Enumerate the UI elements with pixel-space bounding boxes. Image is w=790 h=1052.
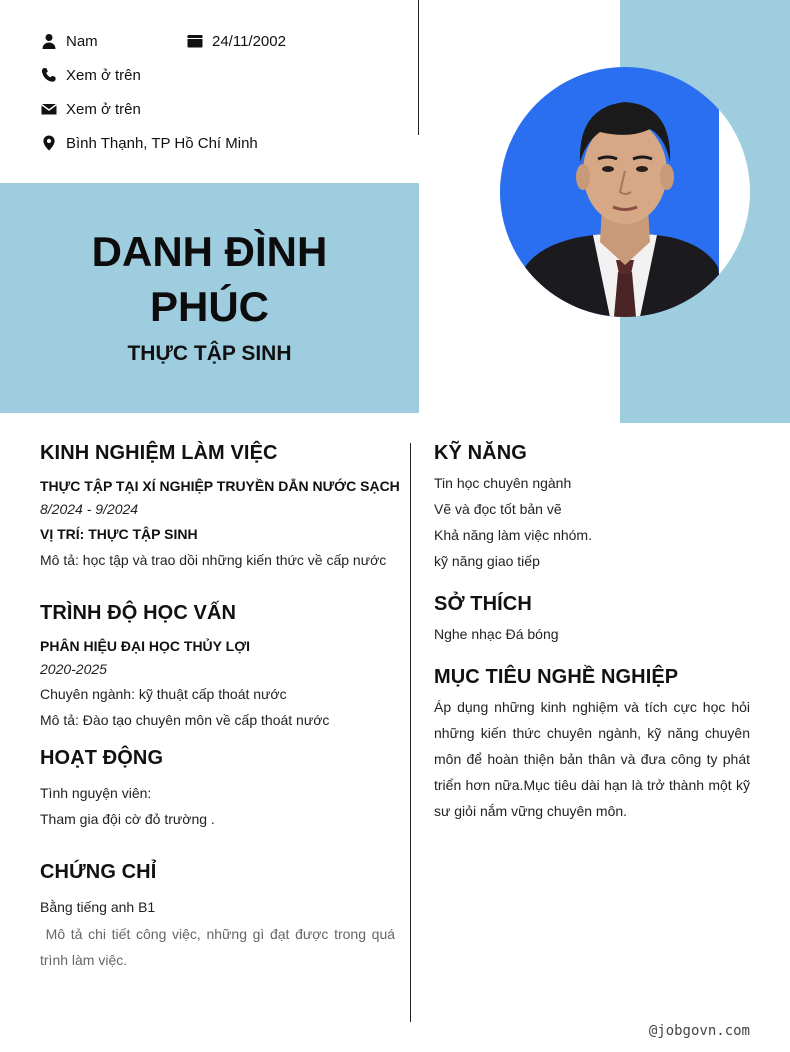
activities-line2: Tham gia đội cờ đỏ trường . <box>40 811 215 827</box>
hobbies-heading: SỞ THÍCH <box>434 593 532 615</box>
hobbies-text: Nghe nhạc Đá bóng <box>434 626 559 642</box>
address-row <box>40 134 258 152</box>
certificate-item: Bằng tiếng anh B1 <box>40 899 156 915</box>
portrait-illustration <box>500 67 750 317</box>
experience-heading: KINH NGHIỆM LÀM VIỆC <box>40 442 278 464</box>
phone-icon <box>40 66 58 84</box>
birthdate-text: 24/11/2002 <box>212 32 286 50</box>
education-school: PHÂN HIỆU ĐẠI HỌC THỦY LỢI <box>40 638 251 654</box>
calendar-icon <box>186 32 204 50</box>
activities-line1: Tình nguyện viên: <box>40 785 152 801</box>
objective-heading: MỤC TIÊU NGHỀ NGHIỆP <box>434 666 679 688</box>
candidate-name-line1: DANH ĐÌNH <box>91 228 328 275</box>
top-divider <box>418 0 419 135</box>
candidate-name-line2: PHÚC <box>149 283 269 330</box>
candidate-name <box>0 224 419 334</box>
education-description: Mô tả: Đào tạo chuyên môn về cấp thoát nước <box>40 712 330 728</box>
certificates-heading: CHỨNG CHỈ <box>40 861 157 883</box>
education-heading: TRÌNH ĐỘ HỌC VẤN <box>40 602 237 624</box>
experience-company: THỰC TẬP TẠI XÍ NGHIỆP TRUYỀN DẪN NƯỚC SẠCH <box>40 478 400 494</box>
objective-text: Áp dụng những kinh nghiệm và tích cực học hỏi những kiến thức chuyên ngành, kỹ năng chuyên môn để hoàn thiện bản thân và đưa công ty phát triển hơn nữa.Mục tiêu dài hạn là trở thành một kỹ sư giỏi nắm vững chuyên môn. <box>434 699 750 819</box>
email-text: Xem ở trên <box>66 100 141 118</box>
person-icon <box>40 32 58 50</box>
profile-photo <box>500 67 750 317</box>
email-row <box>40 100 141 118</box>
activities-heading: HOẠT ĐỘNG <box>40 747 164 769</box>
experience-description: Mô tả: học tập và trao dồi những kiến thức về cấp nước <box>40 552 387 568</box>
skill-item: Tin học chuyên ngành <box>434 475 572 491</box>
gender-row <box>40 32 98 50</box>
birthdate-row <box>186 32 286 50</box>
phone-text: Xem ở trên <box>66 66 141 84</box>
footer-watermark: @jobgovn.com <box>648 1023 750 1039</box>
address-text: Bình Thạnh, TP Hồ Chí Minh <box>66 134 258 152</box>
certificate-placeholder: Mô tả chi tiết công việc, những gì đạt được trong quá trình làm việc. <box>40 926 399 968</box>
gender-text: Nam <box>66 32 98 50</box>
skills-heading: KỸ NĂNG <box>434 442 527 464</box>
experience-role: VỊ TRÍ: THỰC TẬP SINH <box>40 526 198 542</box>
location-pin-icon <box>40 134 58 152</box>
skill-item: kỹ năng giao tiếp <box>434 553 540 569</box>
education-period: 2020-2025 <box>40 661 107 677</box>
mail-icon <box>40 100 58 118</box>
column-divider <box>410 443 411 1022</box>
skill-item: Khả năng làm việc nhóm. <box>434 527 592 543</box>
experience-period: 8/2024 - 9/2024 <box>40 501 139 517</box>
phone-row <box>40 66 141 84</box>
job-position: THỰC TẬP SINH <box>127 342 292 365</box>
skill-item: Vẽ và đọc tốt bản vẽ <box>434 501 562 517</box>
education-major: Chuyên ngành: kỹ thuật cấp thoát nước <box>40 686 287 702</box>
